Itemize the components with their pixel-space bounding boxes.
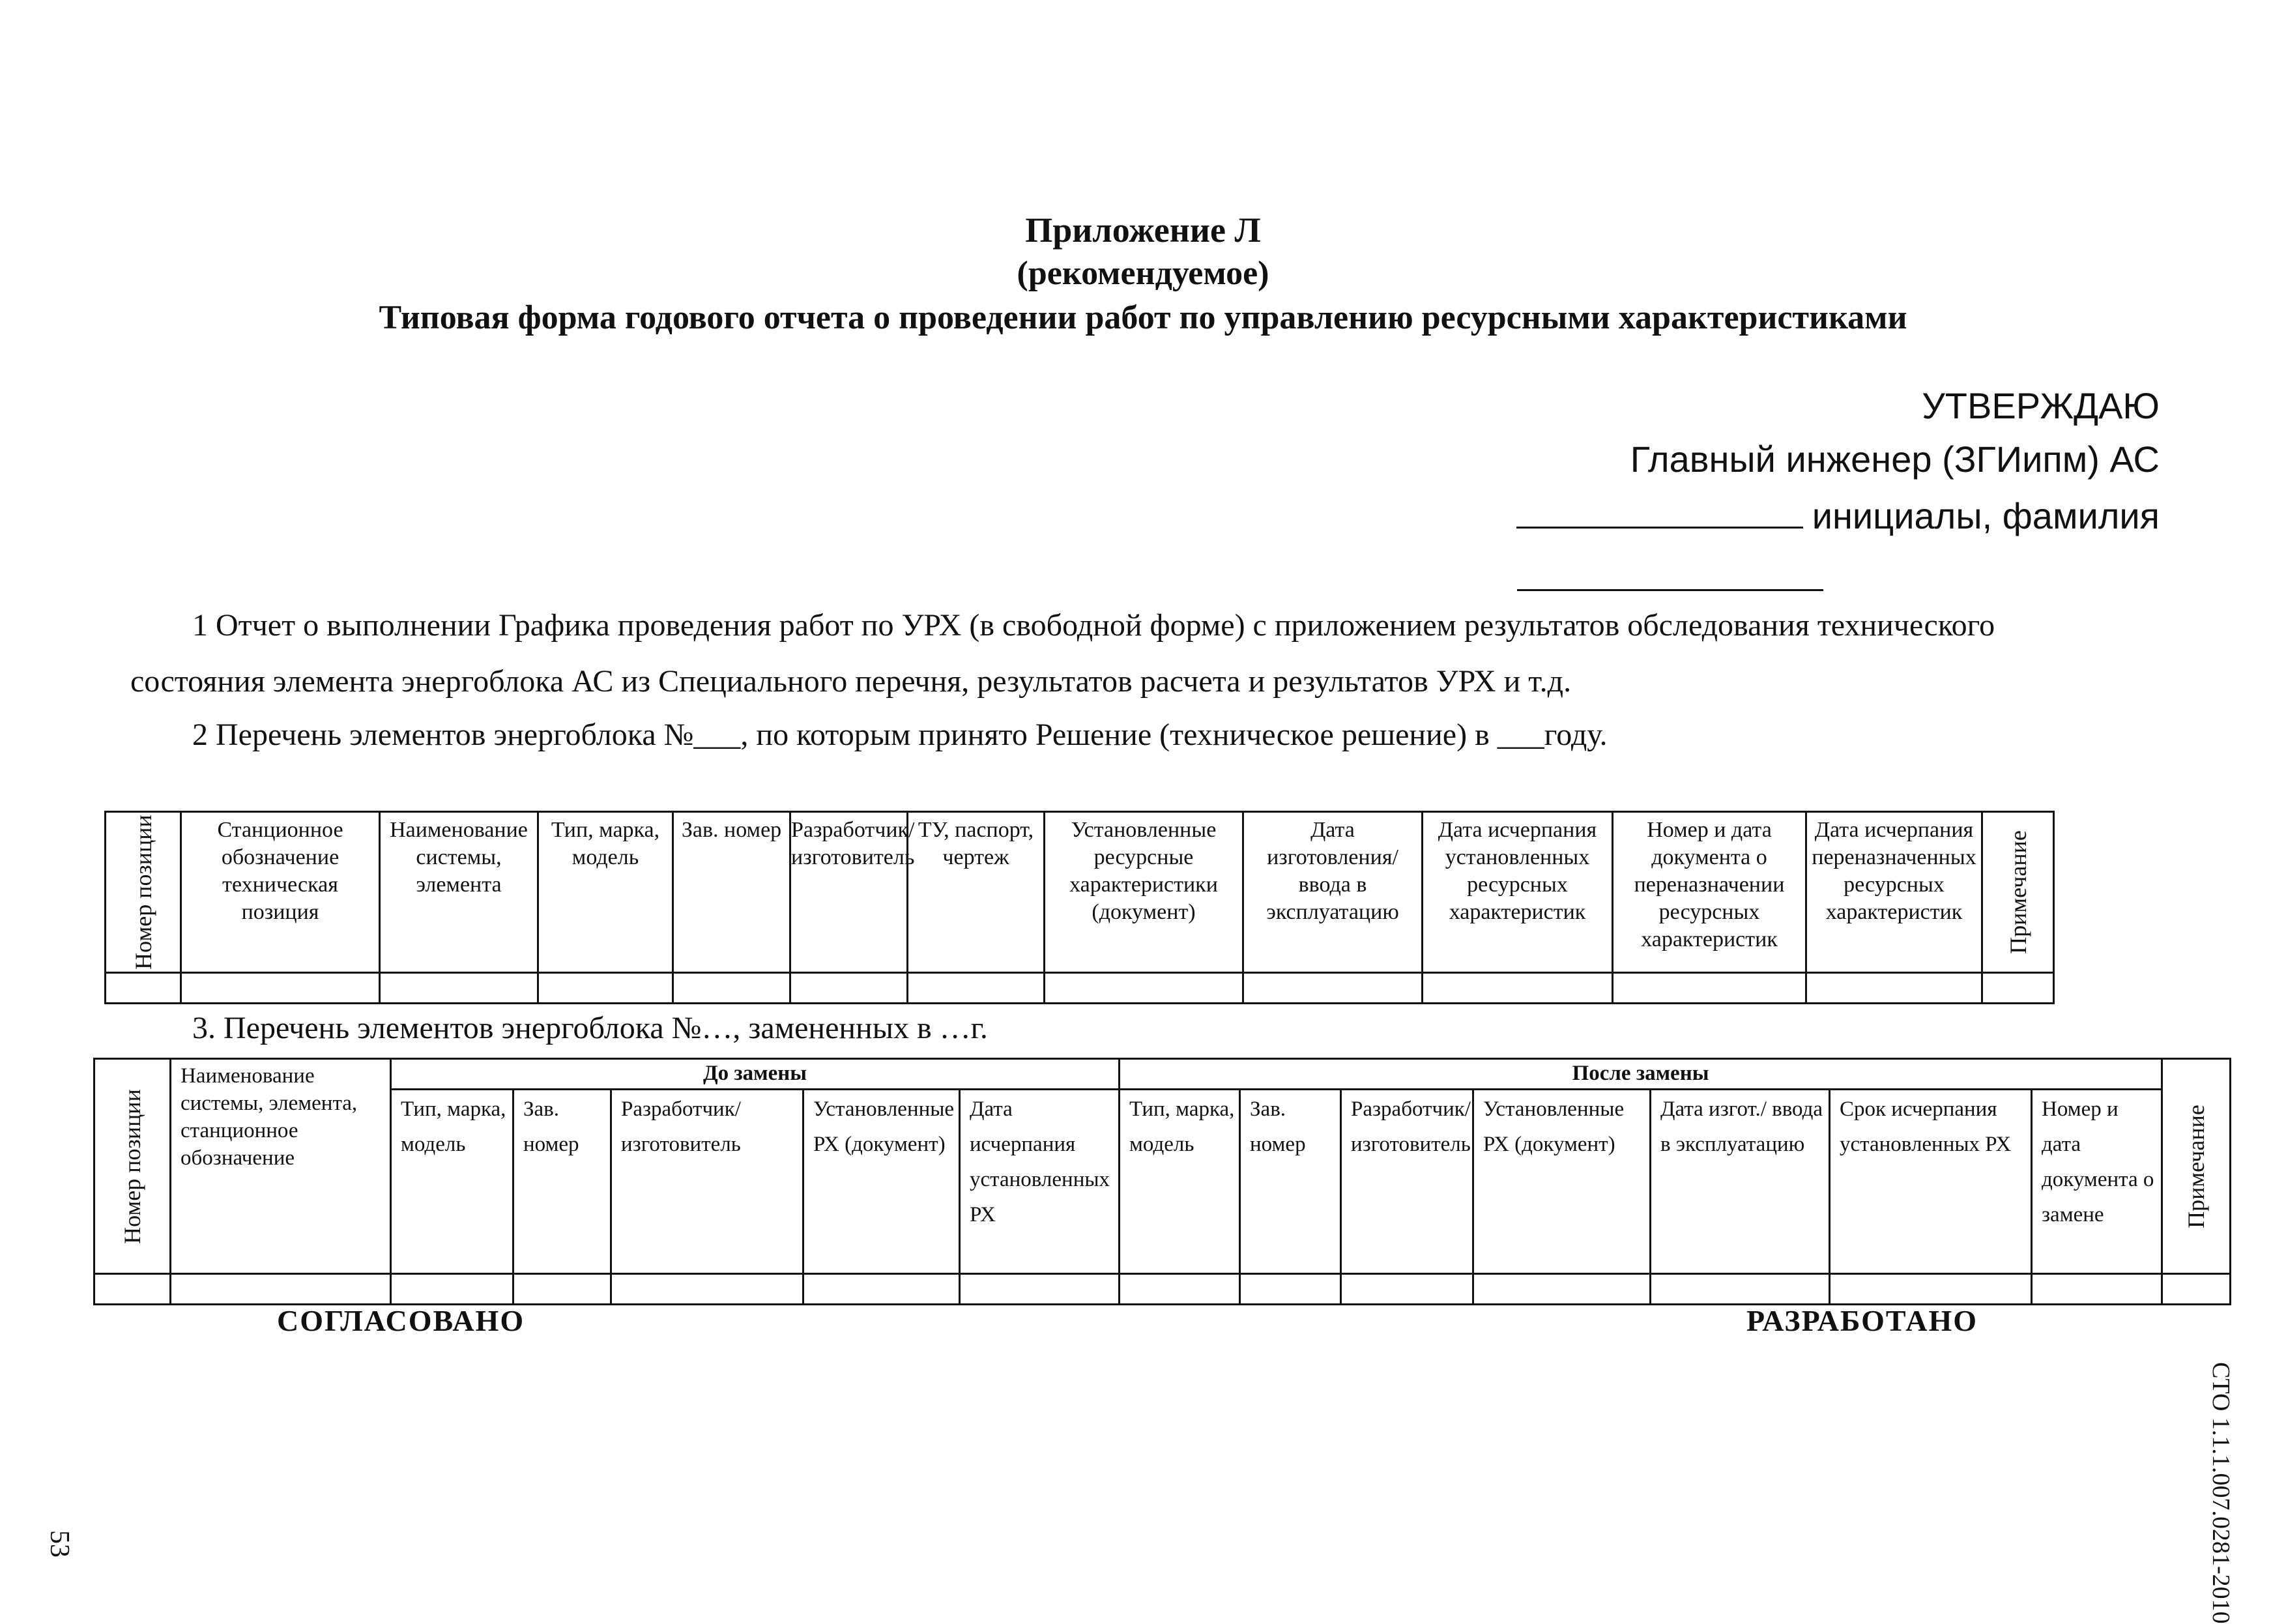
table2-cell[interactable] <box>803 1274 960 1305</box>
table2-after-header: Тип, марка, модель <box>1120 1090 1240 1274</box>
agreed-label: СОГЛАСОВАНО <box>277 1304 525 1337</box>
table2-col-note-label: Примечание <box>2183 1104 2210 1228</box>
signature-blank <box>1516 494 1803 529</box>
table2-cell[interactable] <box>2162 1274 2231 1305</box>
table2-cell[interactable] <box>94 1274 171 1305</box>
document-code: СТО 1.1.1.007.0281-2010 <box>2207 1362 2235 1624</box>
signature-label: инициалы, фамилия <box>1812 495 2160 536</box>
paragraph-3: 3. Перечень элементов энергоблока №…, замененных в …г. <box>192 1011 988 1045</box>
table2-subheader-row <box>94 1090 2231 1274</box>
table1-header-cell: ТУ, паспорт, чертеж <box>908 812 1045 973</box>
table1-col-position <box>106 812 181 973</box>
table1-cell[interactable] <box>1982 973 2054 1004</box>
table2-before-header: Тип, марка, модель <box>391 1090 514 1274</box>
table2-cell[interactable] <box>1651 1274 1830 1305</box>
table1-cell[interactable] <box>181 973 380 1004</box>
table2-empty-row <box>94 1274 2231 1305</box>
table1-cell[interactable] <box>380 973 538 1004</box>
table1-header-cell: Зав. номер <box>673 812 790 973</box>
table2-cell[interactable] <box>1341 1274 1473 1305</box>
table1-cell[interactable] <box>1423 973 1613 1004</box>
table2-group-row <box>94 1059 2231 1090</box>
table1-cell[interactable] <box>1243 973 1423 1004</box>
table2-after-header: Срок исчерпания установленных РХ <box>1830 1090 2032 1274</box>
table2-before-header: Зав. номер <box>514 1090 611 1274</box>
table2-col-position-label: Номер позиции <box>119 1088 145 1244</box>
page-number: 53 <box>44 1530 74 1558</box>
form-title: Типовая форма годового отчета о проведении работ по управлению ресурсными характеристиками <box>379 299 1907 336</box>
table2-cell[interactable] <box>391 1274 514 1305</box>
signature-line <box>1516 494 2160 537</box>
table2-cell[interactable] <box>960 1274 1120 1305</box>
date-blank-line <box>1517 589 1823 591</box>
table2-after-header: Дата изгот./ ввода в эксплуатацию <box>1651 1090 1830 1274</box>
table2-group-before: До замены <box>391 1059 1120 1090</box>
table2-after-header: Номер и дата документа о замене <box>2032 1090 2162 1274</box>
paragraph-1-line-2: состояния элемента энергоблока АС из Специального перечня, результатов расчета и результатов УРХ и т.д. <box>130 664 1572 699</box>
appendix-title: Приложение Л <box>1025 210 1261 250</box>
table1-cell[interactable] <box>1806 973 1982 1004</box>
table1-header-cell: Тип, марка, модель <box>538 812 673 973</box>
table2-col-note <box>2162 1059 2231 1274</box>
table2-after-header: Установленные РХ (документ) <box>1473 1090 1651 1274</box>
table2-cell[interactable] <box>1830 1274 2032 1305</box>
table2-col-position <box>94 1059 171 1274</box>
table2-cell[interactable] <box>2032 1274 2162 1305</box>
table1-header-row <box>106 812 2054 973</box>
appendix-subtitle: (рекомендуемое) <box>1017 255 1269 292</box>
table2-after-header: Разработчик/ изготовитель <box>1341 1090 1473 1274</box>
table1-header-cell: Установленные ресурсные характеристики (документ) <box>1045 812 1243 973</box>
developed-label: РАЗРАБОТАНО <box>1746 1304 1978 1337</box>
table2-cell[interactable] <box>171 1274 391 1305</box>
table1-header-cell: Разработчик/ изготовитель <box>790 812 908 973</box>
paragraph-2: 2 Перечень элементов энергоблока №___, по которым принято Решение (техническое решение) в ___году. <box>192 718 1608 752</box>
table2-cell[interactable] <box>1473 1274 1651 1305</box>
table1-cell[interactable] <box>790 973 908 1004</box>
table2-before-header: Разработчик/ изготовитель <box>611 1090 803 1274</box>
table2-group-after: После замены <box>1120 1059 2162 1090</box>
table1-cell[interactable] <box>1045 973 1243 1004</box>
table1-cell[interactable] <box>673 973 790 1004</box>
table2-cell[interactable] <box>1240 1274 1341 1305</box>
approver-position: Главный инженер (ЗГИипм) АС <box>1630 439 2160 480</box>
table1-header-cell: Станционное обозначение техническая позиция <box>181 812 380 973</box>
table1-header-cell: Дата исчерпания установленных ресурсных характеристик <box>1423 812 1613 973</box>
table2-cell[interactable] <box>611 1274 803 1305</box>
table1-header-cell: Наименование системы, элемента <box>380 812 538 973</box>
table1-col-position-label: Номер позиции <box>130 815 156 970</box>
table1-cell[interactable] <box>106 973 181 1004</box>
table2-before-header: Дата исчерпания установленных РХ <box>960 1090 1120 1274</box>
table2-cell[interactable] <box>1120 1274 1240 1305</box>
approve-label: УТВЕРЖДАЮ <box>1922 385 2160 426</box>
table1-header-cell: Дата изготовления/ ввода в эксплуатацию <box>1243 812 1423 973</box>
table2-col-name: Наименование системы, элемента, станционное обозначение <box>171 1059 391 1274</box>
table1-empty-row <box>106 973 2054 1004</box>
table1-cell[interactable] <box>538 973 673 1004</box>
table1-col-note <box>1982 812 2054 973</box>
table1-header-cell: Номер и дата документа о переназначении ресурсных характеристик <box>1613 812 1806 973</box>
table2-before-header: Установленные РХ (документ) <box>803 1090 960 1274</box>
table1-cell[interactable] <box>1613 973 1806 1004</box>
paragraph-1-line-1: 1 Отчет о выполнении Графика проведения работ по УРХ (в свободной форме) с приложением результатов обследования технического <box>192 608 1995 643</box>
table1-col-note-label: Примечание <box>2004 830 2031 954</box>
table1-cell[interactable] <box>908 973 1045 1004</box>
table2-after-header: Зав. номер <box>1240 1090 1341 1274</box>
table2-cell[interactable] <box>514 1274 611 1305</box>
table-decision-elements <box>104 811 2055 1004</box>
table-replaced-elements <box>93 1058 2231 1305</box>
table1-header-cell: Дата исчерпания переназначенных ресурсных характеристик <box>1806 812 1982 973</box>
